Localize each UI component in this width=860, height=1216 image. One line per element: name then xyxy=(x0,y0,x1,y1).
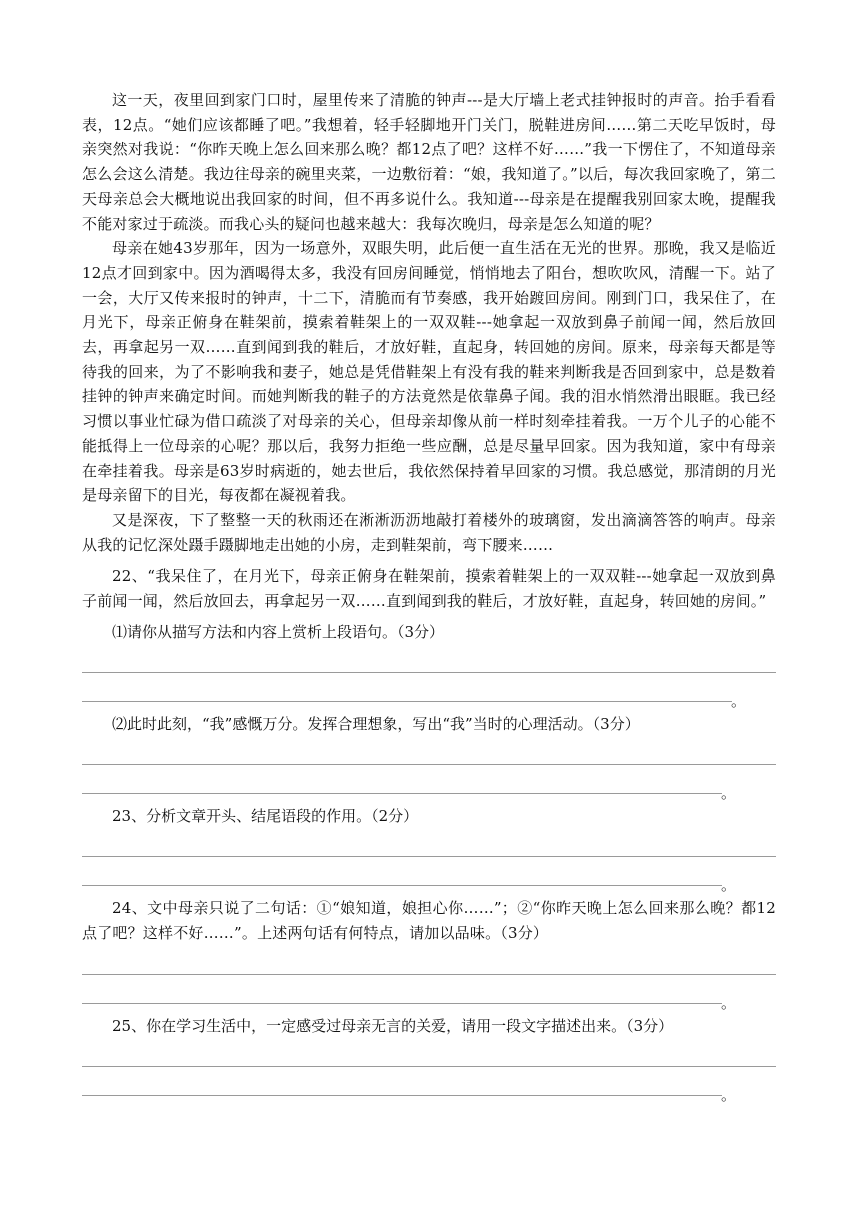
answer-line[interactable] xyxy=(82,765,736,803)
answer-line[interactable] xyxy=(82,946,776,975)
answer-line[interactable] xyxy=(82,736,776,765)
question-23 xyxy=(82,804,776,895)
reading-passage xyxy=(82,88,776,557)
answer-area-25[interactable] xyxy=(82,1038,776,1105)
answer-line[interactable] xyxy=(82,1038,776,1067)
answer-area-22-2[interactable] xyxy=(82,736,776,803)
end-mark: 。 xyxy=(720,1086,736,1105)
question-24-stem: 24、文中母亲只说了二句话：①“娘知道，娘担心你……”；②“你昨天晚上怎么回来那么晚？都12点了吧？这样不好……”。上述两句话有何特点，请加以品味。（3分） xyxy=(82,899,776,943)
end-mark: 。 xyxy=(730,692,746,711)
question-22-sub-1: ⑴请你从描写方法和内容上赏析上段语句。（3分） xyxy=(112,623,445,642)
answer-line[interactable] xyxy=(82,975,736,1013)
answer-area-23[interactable] xyxy=(82,828,776,895)
question-25 xyxy=(82,1014,776,1105)
passage-paragraph-1: 这一天，夜里回到家门口时，屋里传来了清脆的钟声---是大厅墙上老式挂钟报时的声音。抬手看看表，12点。“她们应该都睡了吧。”我想着，轻手轻脚地开门关门，脱鞋进房间……第二天吃早饭时，母亲突然对我说：“你昨天晚上怎么回来那么晚？都12点了吧？这样不好……”我一下愣住了，不知道母亲怎么会这么清楚。我边往母亲的碗里夹菜，一边敷衍着：“娘，我知道了。”以后，每次我回家晚了，第二天母亲总会大概地说出我回家的时间，但不再多说什么。我知道---母亲是在提醒我别回家太晚，提醒我不能对家过于疏淡。而我心头的疑问也越来越大：我每次晚归，母亲是怎么知道的呢？ xyxy=(82,91,776,233)
answer-line[interactable] xyxy=(82,828,776,857)
question-23-stem: 23、分析文章开头、结尾语段的作用。（2分） xyxy=(112,807,419,826)
passage-paragraph-3: 又是深夜，下了整整一天的秋雨还在淅淅沥沥地敲打着楼外的玻璃窗，发出滴滴答答的响声。母亲从我的记忆深处蹑手蹑脚地走出她的小房，走到鞋架前，弯下腰来…… xyxy=(82,510,776,554)
question-22-sub-2: ⑵此时此刻，“我”感慨万分。发挥合理想象，写出“我”当时的心理活动。（3分） xyxy=(112,715,640,734)
answer-area-24[interactable] xyxy=(82,946,776,1013)
answer-line[interactable] xyxy=(82,644,776,673)
question-22 xyxy=(82,564,776,803)
passage-paragraph-2: 母亲在她43岁那年，因为一场意外，双眼失明，此后便一直生活在无光的世界。那晚，我又是临近12点才回到家中。因为酒喝得太多，我没有回房间睡觉，悄悄地去了阳台，想吹吹风，清醒一下。站了一会，大厅又传来报时的钟声，十二下，清脆而有节奏感，我开始踱回房间。刚到门口，我呆住了，在月光下，母亲正俯身在鞋架前，摸索着鞋架上的一双双鞋---她拿起一双放到鼻子前闻一闻，然后放回去，再拿起另一双……直到闻到我的鞋后，才放好鞋，直起身，转回她的房间。原来，母亲每天都是等待我的回来，为了不影响我和妻子，她总是凭借鞋架上有没有我的鞋来判断我是否回到家中，总是数着挂钟的钟声来确定时间。而她判断我的鞋子的方法竟然是依靠鼻子闻。我的泪水悄然滑出眼眶。我已经习惯以事业忙碌为借口疏淡了对母亲的关心，但母亲却像从前一样时刻牵挂着我。一万个儿子的心能不能抵得上一位母亲的心呢？那以后，我努力拒绝一些应酬，总是尽量早回家。因为我知道，家中有母亲在牵挂着我。母亲是63岁时病逝的，她去世后，我依然保持着早回家的习惯。我总感觉，那清朗的月光是母亲留下的目光，每夜都在凝视着我。 xyxy=(82,239,776,505)
answer-line[interactable] xyxy=(82,673,746,711)
end-mark: 。 xyxy=(720,994,736,1013)
end-mark: 。 xyxy=(720,784,736,803)
answer-line[interactable] xyxy=(82,857,736,895)
question-25-stem: 25、你在学习生活中，一定感受过母亲无言的关爱，请用一段文字描述出来。（3分） xyxy=(112,1017,674,1036)
question-24 xyxy=(82,896,776,1013)
answer-area-22-1[interactable] xyxy=(82,644,776,711)
answer-line[interactable] xyxy=(82,1067,736,1105)
end-mark: 。 xyxy=(720,876,736,895)
exam-page xyxy=(82,88,776,1105)
question-22-stem: 22、“我呆住了，在月光下，母亲正俯身在鞋架前，摸索着鞋架上的一双双鞋---她拿起一双放到鼻子前闻一闻，然后放回去，再拿起另一双……直到闻到我的鞋后，才放好鞋，直起身，转回她的房间。” xyxy=(82,567,776,611)
